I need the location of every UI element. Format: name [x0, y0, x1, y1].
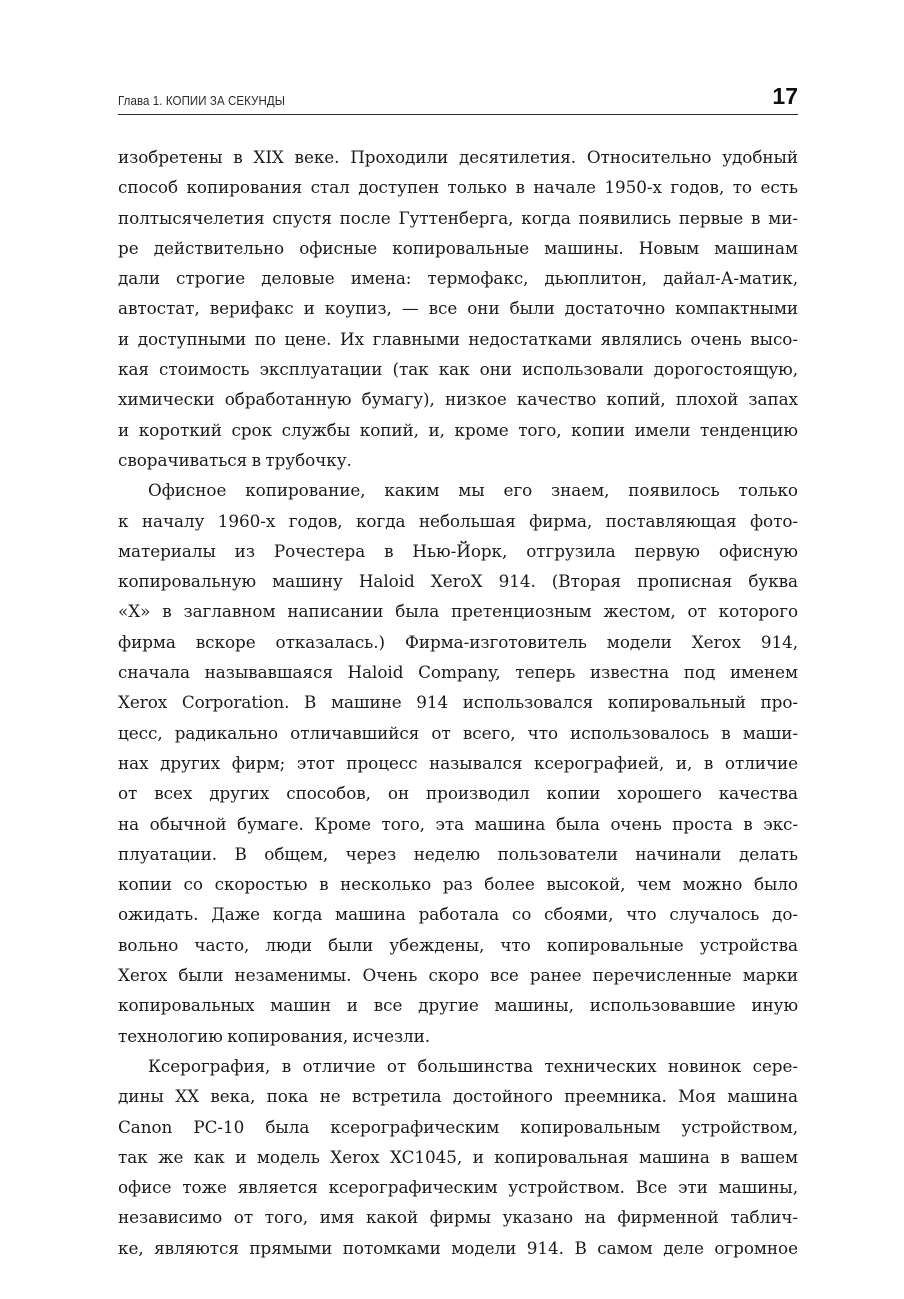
- text-line: способ копирования стал доступен только в начале 1950-х годов, то есть: [118, 177, 798, 198]
- text-line: ре действительно офисные копировальные машины. Новым машинам: [118, 237, 798, 258]
- text-line: и короткий срок службы копий, и, кроме того, копии имели тенденцию: [118, 419, 798, 440]
- text-line: Canon PC-10 была ксерографическим копировальным устройством,: [118, 1116, 798, 1137]
- text-line: химически обработанную бумагу), низкое качество копий, плохой запах: [118, 389, 798, 410]
- text-line: дали строгие деловые имена: термофакс, дьюплитон, дайал-А-матик,: [118, 268, 798, 289]
- text-line: технологию копирования, исчезли.: [118, 1025, 431, 1046]
- text-line: к началу 1960-х годов, когда небольшая фирма, поставляющая фото-: [118, 510, 798, 531]
- text-line: копировальных машин и все другие машины, использовавшие иную: [118, 995, 798, 1016]
- text-line: так же как и модель Xerox XC1045, и копировальная машина в вашем: [118, 1146, 798, 1167]
- text-line: нах других фирм; этот процесс назывался ксерографией, и, в отличие: [118, 752, 798, 773]
- text-line: ке, являются прямыми потомками модели 914. В самом деле огромное: [118, 1237, 798, 1258]
- text-line: и доступными по цене. Их главными недостатками являлись очень высо-: [118, 328, 798, 349]
- page-number: 17: [772, 83, 798, 109]
- text-line: Ксерография, в отличие от большинства технических новинок сере-: [148, 1055, 798, 1076]
- text-line: изобретены в XIX веке. Проходили десятилетия. Относительно удобный: [118, 147, 798, 167]
- text-line: независимо от того, имя какой фирмы указано на фирменной таблич-: [118, 1207, 798, 1228]
- chapter-title: Глава 1. КОПИИ ЗА СЕКУНДЫ: [118, 94, 286, 108]
- text-line: «X» в заглавном написании была претенциозным жестом, от которого: [118, 601, 798, 622]
- text-line: ожидать. Даже когда машина работала со сбоями, что случалось до-: [118, 904, 798, 925]
- text-line: копии со скоростью в несколько раз более высокой, чем можно было: [118, 874, 798, 895]
- text-line: кая стоимость эксплуатации (так как они использовали дорогостоящую,: [118, 359, 798, 380]
- paragraph: [118, 142, 798, 475]
- paragraph: [118, 475, 798, 1051]
- text-line: автостат, верифакс и коупиз, — все они были достаточно компактными: [118, 298, 798, 319]
- text-line: цесс, радикально отличавшийся от всего, что использовалось в маши-: [118, 722, 798, 743]
- text-line: материалы из Рочестера в Нью-Йорк, отгрузила первую офисную: [118, 540, 798, 561]
- text-line: плуатации. В общем, через неделю пользователи начинали делать: [118, 843, 798, 864]
- text-line: копировальную машину Haloid XeroX 914. (Вторая прописная буква: [118, 571, 798, 592]
- text-line: фирма вскоре отказалась.) Фирма-изготовитель модели Xerox 914,: [118, 631, 798, 652]
- text-line: вольно часто, люди были убеждены, что копировальные устройства: [118, 934, 798, 955]
- text-line: полтысячелетия спустя после Гуттенберга, когда появились первые в ми-: [118, 207, 798, 228]
- text-line: от всех других способов, он производил копии хорошего качества: [118, 783, 798, 804]
- text-line: сворачиваться в трубочку.: [118, 449, 352, 470]
- running-header: [118, 78, 798, 115]
- text-line: Офисное копирование, каким мы его знаем, появилось только: [148, 480, 798, 501]
- text-line: Xerox были незаменимы. Очень скоро все ранее перечисленные марки: [118, 965, 798, 986]
- paragraph: [118, 1051, 798, 1263]
- body-text: [118, 142, 798, 1263]
- text-line: офисе тоже является ксерографическим устройством. Все эти машины,: [118, 1177, 798, 1198]
- text-line: на обычной бумаге. Кроме того, эта машина была очень проста в экс-: [118, 813, 798, 834]
- text-line: Xerox Corporation. В машине 914 использовался копировальный про-: [118, 692, 798, 713]
- text-line: дины XX века, пока не встретила достойного преемника. Моя машина: [118, 1086, 798, 1107]
- text-line: сначала называвшаяся Haloid Company, теперь известна под именем: [118, 662, 798, 683]
